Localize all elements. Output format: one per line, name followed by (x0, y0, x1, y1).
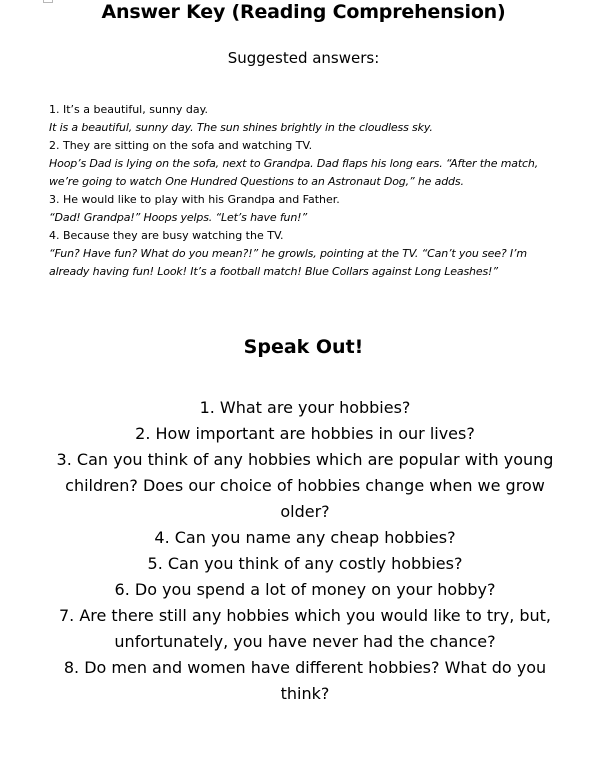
answer-question: 2. They are sitting on the sofa and watching TV. (49, 139, 313, 152)
discussion-question: 2. How important are hobbies in our lives? (135, 424, 475, 443)
discussion-question: 8. Do men and women have different hobbies? What do you think? (63, 658, 547, 703)
answer-key-title: Answer Key (Reading Comprehension) (101, 1, 506, 23)
answer-item (49, 191, 559, 227)
answer-quote: “Dad! Grandpa!” Hoops yelps. “Let’s have fun!” (49, 211, 307, 224)
discussion-question: 4. Can you name any cheap hobbies? (154, 528, 456, 547)
answer-question: 3. He would like to play with his Grandpa and Father. (49, 193, 340, 206)
answer-item (49, 227, 559, 281)
suggested-answers-label: Suggested answers: (227, 49, 380, 67)
answer-quote: It is a beautiful, sunny day. The sun shines brightly in the cloudless sky. (49, 121, 433, 134)
discussion-question-list (55, 395, 555, 707)
answer-question: 1. It’s a beautiful, sunny day. (49, 103, 209, 116)
answer-list (49, 101, 559, 281)
answer-quote: Hoop’s Dad is lying on the sofa, next to Grandpa. Dad flaps his long ears. “After the match, we’re going to watch One Hundred Questions to an Astronaut Dog,” he adds. (49, 157, 539, 188)
answer-item (49, 101, 559, 137)
discussion-question: 6. Do you spend a lot of money on your hobby? (114, 580, 496, 599)
answer-quote: “Fun? Have fun? What do you mean?!” he growls, pointing at the TV. “Can’t you see? I’m already having fun! Look! It’s a football match! Blue Collars against Long Leashes!” (49, 247, 527, 278)
discussion-question: 1. What are your hobbies? (199, 398, 411, 417)
answer-item (49, 137, 559, 191)
discussion-question: 3. Can you think of any hobbies which are popular with young children? Does our choice of hobbies change when we grow older? (56, 450, 554, 521)
speak-out-title: Speak Out! (243, 336, 364, 358)
answer-question: 4. Because they are busy watching the TV. (49, 229, 284, 242)
discussion-question: 5. Can you think of any costly hobbies? (147, 554, 463, 573)
discussion-question: 7. Are there still any hobbies which you would like to try, but, unfortunately, you have never had the chance? (58, 606, 552, 651)
